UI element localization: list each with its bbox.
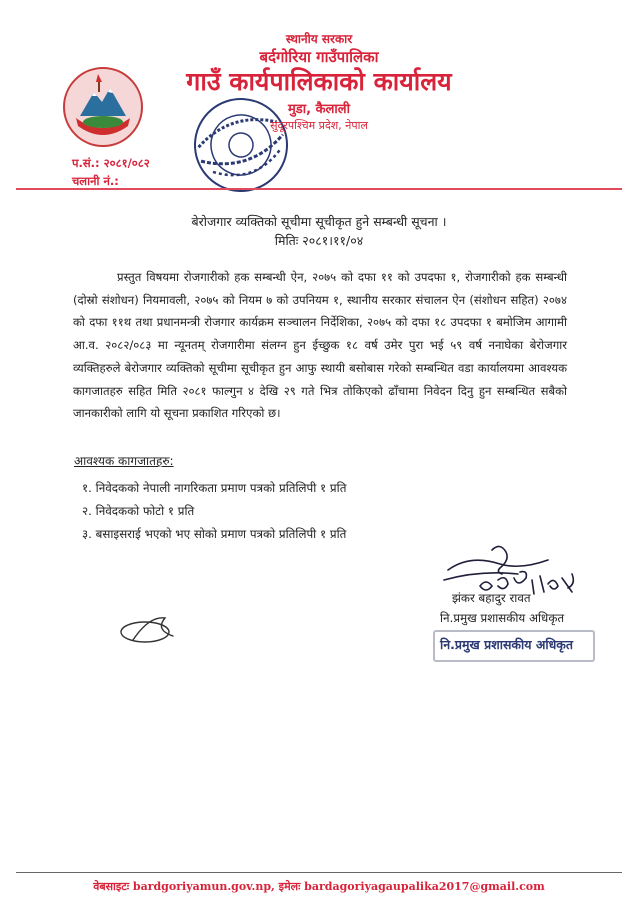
footer-contact: वेबसाइटः bardgoriyamun.gov.np, इमेलः bardagoriyagaupalika2017@gmail.com: [93, 880, 545, 893]
reference-number: प.सं.: २०८१/०८२: [72, 156, 150, 170]
document-list-item: २. निवेदकको फोटो १ प्रति: [82, 504, 195, 518]
notice-date: मितिः २०८१।११/०४: [274, 233, 364, 248]
signer-name: झंकर बहादुर रावत: [452, 591, 531, 605]
header-address: मुडा, कैलाली: [288, 102, 350, 117]
header-office: गाउँ कार्यपालिकाको कार्यालय: [186, 67, 452, 96]
signer-title: नि.प्रमुख प्रशासकीय अधिकृत: [440, 611, 565, 625]
designation-stamp-text: नि.प्रमुख प्रशासकीय अधिकृत: [440, 637, 574, 652]
document-list-item: ३. बसाइसराई भएको भए सोको प्रमाण पत्रको प्रतिलिपी १ प्रति: [82, 527, 347, 541]
document-list-item: १. निवेदकको नेपाली नागरिकता प्रमाण पत्रको प्रतिलिपी १ प्रति: [82, 481, 347, 495]
initial-signature-icon: [115, 612, 183, 648]
notice-subject: बेरोजगार व्यक्तिको सूचीमा सूचीकृत हुने सम्बन्धी सूचना ।: [191, 214, 447, 229]
notice-body: प्रस्तुत विषयमा रोजगारीको हक सम्बन्धी ऐन, २०७५ को दफा ११ को उपदफा १, रोजगारीको हक सम्बन्धी (दोस्रो संशोधन) नियमावली, २०७५ को नियम ७ को उपनियम १, स्थानीय सरकार संचालन ऐन (संशोधन सहित) २०७४ को दफा ११थ तथा प्रधानमन्त्री रोजगार कार्यक्रम सञ्चालन निर्देशिका, २०७५ को दफा १८ उपदफा १ बमोजिम आगामी आ.व. २०८२/०८३ मा न्यूनतम् रोजगारीमा संलग्न हुन ईच्छुक १८ वर्ष उमेर पुरा भई ५९ वर्ष ननाघेका बेरोजगार व्यक्तिहरुले बेरोजगार व्यक्तिको सूचीमा सूचीकृत हुन आफु स्थायी बसोबास गरेको सम्बन्धित वडा कार्यालयमा आवश्यक कागजातहरु सहित मिति २०८१ फाल्गुन ४ देखि २९ गते भित्र तोकिएको ढाँचामा निवेदन दिनु हुन सम्बन्धित सबैको जानकारीको लागि यो सूचना प्रकाशित गरिएको छ।: [73, 270, 567, 421]
footer-divider: [16, 872, 622, 873]
dispatch-number: चलानी नं.:: [72, 174, 119, 188]
header-level: स्थानीय सरकार: [285, 32, 353, 46]
header-divider: [16, 188, 622, 190]
header-province: सुदूरपश्चिम प्रदेश, नेपाल: [270, 119, 368, 132]
required-documents-heading: आवश्यक कागजातहरु:: [74, 454, 174, 468]
header-municipality: बर्दगोरिया गाउँपालिका: [259, 48, 379, 66]
